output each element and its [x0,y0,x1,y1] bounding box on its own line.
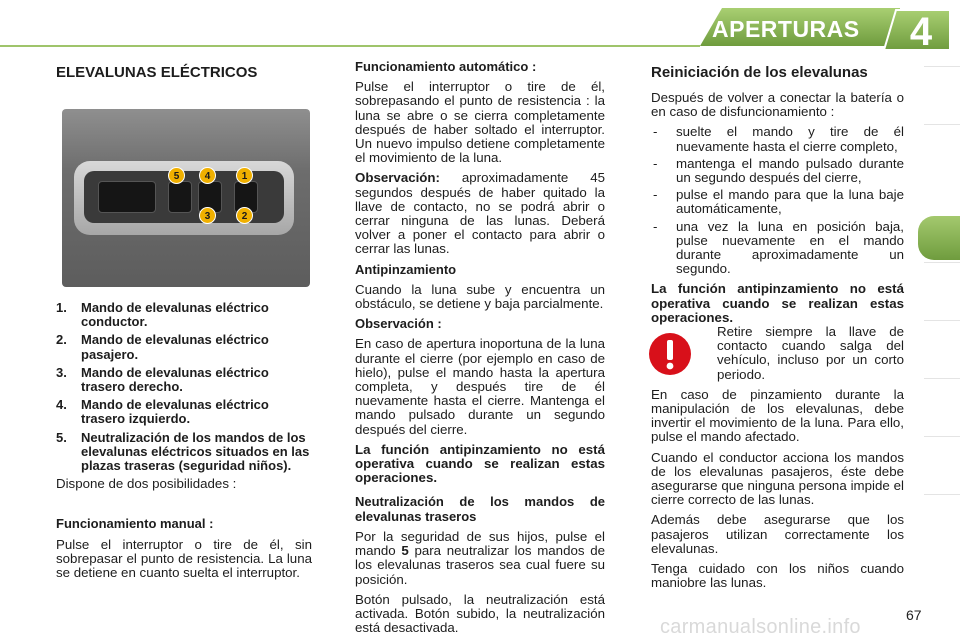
chapter-number: 4 [909,10,933,54]
warning-block [651,325,904,382]
list-item: - suelte el mando y tire de él nuevamente hasta el cierre completo, [653,124,904,154]
observation-text: Observación: aproximadamente 45 segundos después de haber quitado la llave de contacto, no se podrá abrir o cerrar ninguna de las lunas. Deberá volver a poner el contacto para abrir o cerrar las lunas. [355,170,605,257]
chapter-tab[interactable] [924,436,960,494]
switch-rear-left [168,181,192,213]
list-item: - mantenga el mando pulsado durante un segundo después del cierre, [653,155,904,186]
control-list [56,301,312,473]
chapter-title: APERTURAS [712,16,860,42]
neutralization-text: Por la seguridad de sus hijos, pulse el mando 5 para neutralizar los mandos de los elevalunas traseros sea cual fuere su posición. [355,528,605,587]
antipinch-warning: La función antipinzamiento no está operativa cuando se realizan estas operaciones. [651,281,904,325]
driver-text: Cuando el conductor acciona los mandos de los elevalunas pasajeros, éste debe asegurarse que ninguna persona impide el cierre correcto de las lunas. [651,449,904,508]
list-item: - pulse el mando para que la luna baje automáticamente, [653,187,904,217]
neutralization-title: Neutralización de los mandos de elevalunas traseros [355,494,605,524]
chapter-tab-active[interactable] [918,216,960,260]
column-right [651,60,904,597]
chapter-tab[interactable] [924,66,960,124]
callout-badge-2: 2 [236,207,253,224]
callout-badge-1: 1 [236,167,253,184]
auto-title: Funcionamiento automático : [355,59,537,74]
neutralization-text-2: Botón pulsado, la neutralización está activada. Botón subido, la neutralización está desactivada. [355,591,605,636]
children-text: Tenga cuidado con los niños cuando maniobre las lunas. [651,561,904,591]
chapter-tab[interactable] [924,124,960,182]
auto-text: Pulse el interruptor o tire de él, sobrepasando el punto de resistencia : la luna se abre o se cierra completamente después de haber soltado el interruptor. Un nuevo impulso detiene completamente el movimiento de la luna. [355,79,605,166]
manual-text: Pulse el interruptor o tire de él, sin sobrepasar el punto de resistencia. La luna se detiene en cuanto suelta el interruptor. [56,536,312,581]
section-title: ELEVALUNAS ELÉCTRICOS [56,64,258,81]
reset-steps [651,125,904,276]
manual-title: Funcionamiento manual : [56,516,214,532]
list-item: - una vez la luna en posición baja, pulse nuevamente en el mando durante aproximadamente un segundo. [653,218,904,277]
pinch-text: En caso de pinzamiento durante la manipulación de los elevalunas, debe invertir el movimiento de la luna. Para ello, pulse el mando afectado. [651,386,904,445]
chapter-header [0,0,960,62]
passengers-text: Además debe asegurarse que los pasajeros utilizan correctamente los elevalunas. [651,512,904,556]
window-switch-photo [62,109,310,287]
reset-title: Reiniciación de los elevalunas [651,64,868,81]
observation2-title: Observación : [355,316,442,332]
antipinch-title: Antipinzamiento [355,261,457,277]
antipinch-text: Cuando la luna sube y encuentra un obstáculo, se detiene y baja parcialmente. [355,281,605,312]
chapter-tab[interactable] [924,262,960,320]
list-item: 5. Neutralización de los mandos de los elevalunas eléctricos situados en las plazas traseras (seguridad niños). [56,429,310,474]
chapter-tab[interactable] [924,378,960,436]
observation2-text: En caso de apertura inoportuna de la luna durante el cierre (por ejemplo en caso de hielo), pulse el mando hasta la apertura completa, y después tire de él nuevamente hasta el cierre. Mantenga el mando pulsado durante un segundo después del cierre. [355,336,605,437]
reset-intro: Después de volver a conectar la batería o en caso de disfuncionamiento : [651,90,904,120]
column-middle [355,60,605,640]
warning-text: Retire siempre la llave de contacto cuando salga del vehículo, incluso por un corto periodo. [717,324,904,382]
column-left [56,60,312,586]
chapter-tabs [920,66,960,576]
list-item: 1. Mando de elevalunas eléctrico conductor. [56,300,269,330]
callout-badge-5: 5 [168,167,185,184]
callout-badge-4: 4 [199,167,216,184]
chapter-tab[interactable] [924,320,960,378]
list-item: 3. Mando de elevalunas eléctrico trasero derecho. [56,364,269,395]
warning-icon [647,331,693,377]
watermark: carmanualsonline.info [660,616,861,638]
page-number: 67 [906,607,922,623]
switch-lock [98,181,156,213]
intro-text: Dispone de dos posibilidades : [56,476,237,492]
antipinch-warning: La función antipinzamiento no está operativa cuando se realizan estas operaciones. [355,441,605,486]
list-item: 2. Mando de elevalunas eléctrico pasajero. [56,332,269,362]
list-item: 4. Mando de elevalunas eléctrico trasero izquierdo. [56,397,269,427]
chapter-tab[interactable] [924,494,960,552]
callout-badge-3: 3 [199,207,216,224]
